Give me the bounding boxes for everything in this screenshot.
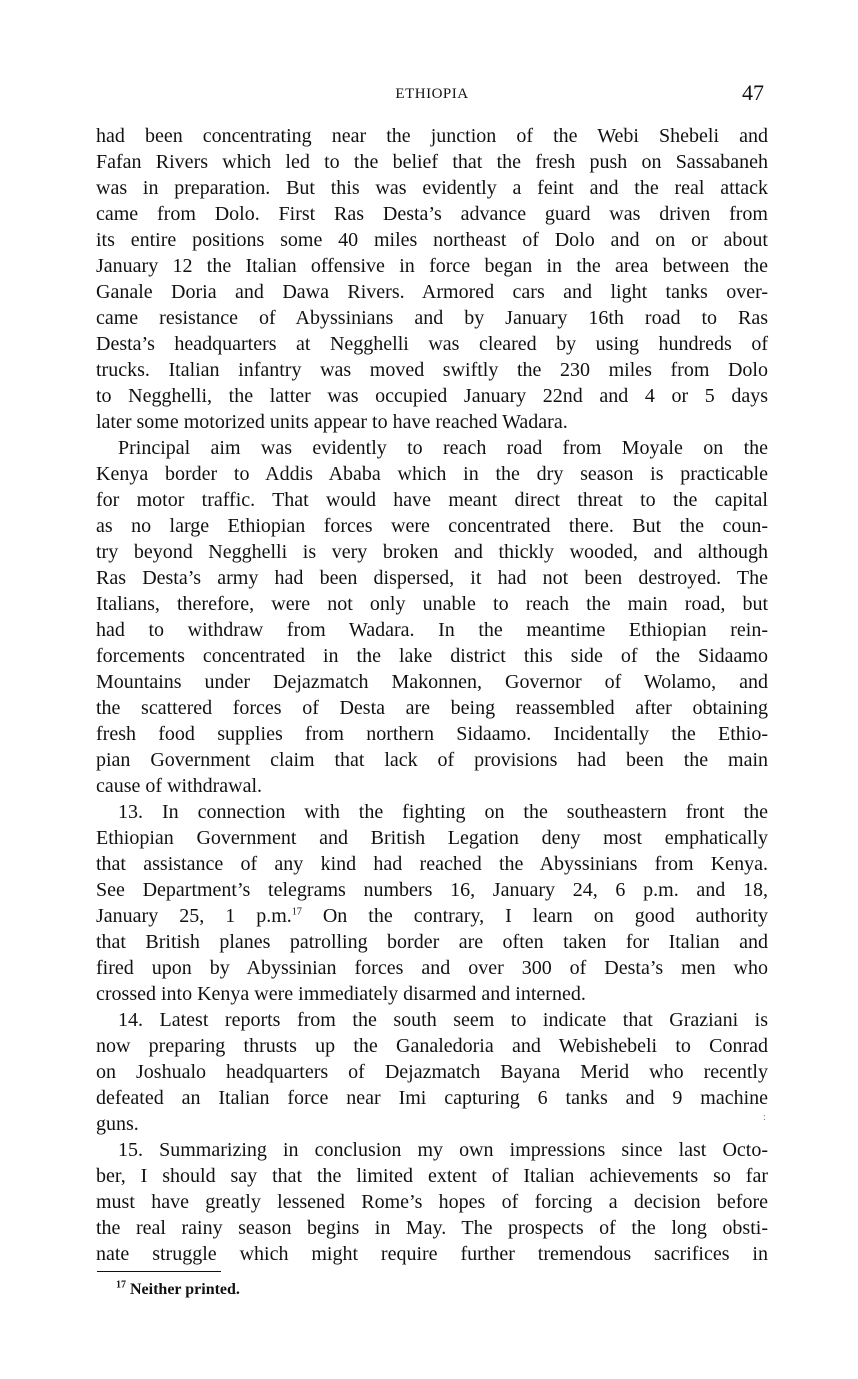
footnote-ref: 17	[291, 906, 302, 918]
text-line: to Negghelli, the latter was occupied January 22nd and 4 or 5 days	[96, 385, 768, 407]
text-line: that assistance of any kind had reached the Abyssinians from Kenya.	[96, 853, 768, 875]
text-line: 15. Summarizing in conclusion my own impressions since last Octo-	[118, 1139, 768, 1161]
text-line: the real rainy season begins in May. The prospects of the long obsti-	[96, 1217, 768, 1239]
paragraph-15	[96, 1137, 768, 1267]
text-line: cause of withdrawal.	[96, 775, 263, 797]
text-line: as no large Ethiopian forces were concentrated there. But the coun-	[96, 515, 768, 537]
text-line: See Department’s telegrams numbers 16, January 24, 6 p.m. and 18,	[96, 879, 768, 901]
text-line: that British planes patrolling border are often taken for Italian and	[96, 931, 768, 953]
text-line: now preparing thrusts up the Ganaledoria and Webishebeli to Conrad	[96, 1035, 768, 1057]
text-line: Ras Desta’s army had been dispersed, it had not been destroyed. The	[96, 567, 768, 589]
footnote-text: Neither printed.	[130, 1281, 240, 1298]
text-line: defeated an Italian force near Imi capturing 6 tanks and 9 machine	[96, 1087, 768, 1109]
text-line: ber, I should say that the limited extent of Italian achievements so far	[96, 1165, 768, 1187]
text-line: had been concentrating near the junction of the Webi Shebeli and	[96, 125, 768, 147]
text-line: nate struggle which might require further tremendous sacrifices in	[96, 1243, 768, 1265]
paragraph-2	[96, 435, 768, 799]
text-line: must have greatly lessened Rome’s hopes of forcing a decision before	[96, 1191, 768, 1213]
text-line: the scattered forces of Desta are being reassembled after obtaining	[96, 697, 768, 719]
text-fragment: On the contrary, I learn on good authority	[301, 905, 768, 927]
footnote-number: 17	[116, 1279, 126, 1291]
text-line: later some motorized units appear to have reached Wadara.	[96, 411, 568, 433]
text-line: forcements concentrated in the lake district this side of the Sidaamo	[96, 645, 768, 667]
text-line: 14. Latest reports from the south seem to indicate that Graziani is	[118, 1009, 768, 1031]
text-line: was in preparation. But this was evidently a feint and the real attack	[96, 177, 768, 199]
text-line: Kenya border to Addis Ababa which in the dry season is practicable	[96, 463, 768, 485]
running-title: ETHIOPIA	[395, 86, 469, 102]
text-line: Italians, therefore, were not only unable to reach the main road, but	[96, 593, 768, 615]
text-line: its entire positions some 40 miles northeast of Dolo and on or about	[96, 229, 768, 251]
text-line: came from Dolo. First Ras Desta’s advance guard was driven from	[96, 203, 768, 225]
text-line: had to withdraw from Wadara. In the meantime Ethiopian rein-	[96, 619, 768, 641]
paragraph-13	[96, 799, 768, 1007]
text-line: fired upon by Abyssinian forces and over 300 of Desta’s men who	[96, 957, 768, 979]
paragraph-1	[96, 123, 768, 435]
text-line: guns.	[96, 1113, 139, 1135]
footnote-rule	[97, 1271, 221, 1272]
text-line: January 12 the Italian offensive in force began in the area between the	[96, 255, 768, 277]
text-line: Fafan Rivers which led to the belief that the fresh push on Sassabaneh	[96, 151, 768, 173]
text-line: came resistance of Abyssinians and by January 16th road to Ras	[96, 307, 768, 329]
text-line-with-footnote-ref	[96, 903, 768, 929]
page-number: 47	[742, 80, 764, 105]
page-header	[96, 80, 768, 110]
body-text	[96, 123, 768, 1267]
text-line: 13. In connection with the fighting on the southeastern front the	[118, 801, 768, 823]
text-line: Mountains under Dejazmatch Makonnen, Governor of Wolamo, and	[96, 671, 768, 693]
text-line: try beyond Negghelli is very broken and thickly wooded, and although	[96, 541, 768, 563]
text-fragment: January 25, 1 p.m.	[96, 905, 292, 927]
paragraph-14	[96, 1007, 768, 1137]
margin-mark: :	[763, 1112, 766, 1123]
text-line: Principal aim was evidently to reach road from Moyale on the	[118, 437, 768, 459]
text-line: pian Government claim that lack of provisions had been the main	[96, 749, 768, 771]
text-line: Ganale Doria and Dawa Rivers. Armored cars and light tanks over-	[96, 281, 768, 303]
text-line: crossed into Kenya were immediately disarmed and interned.	[96, 983, 586, 1005]
text-line: for motor traffic. That would have meant direct threat to the capital	[96, 489, 768, 511]
text-line: on Joshualo headquarters of Dejazmatch Bayana Merid who recently	[96, 1061, 768, 1083]
text-line: fresh food supplies from northern Sidaamo. Incidentally the Ethio-	[96, 723, 768, 745]
text-line: Desta’s headquarters at Negghelli was cleared by using hundreds of	[96, 333, 768, 355]
footnote	[116, 1281, 240, 1299]
text-line: Ethiopian Government and British Legation deny most emphatically	[96, 827, 768, 849]
text-line: trucks. Italian infantry was moved swiftly the 230 miles from Dolo	[96, 359, 768, 381]
